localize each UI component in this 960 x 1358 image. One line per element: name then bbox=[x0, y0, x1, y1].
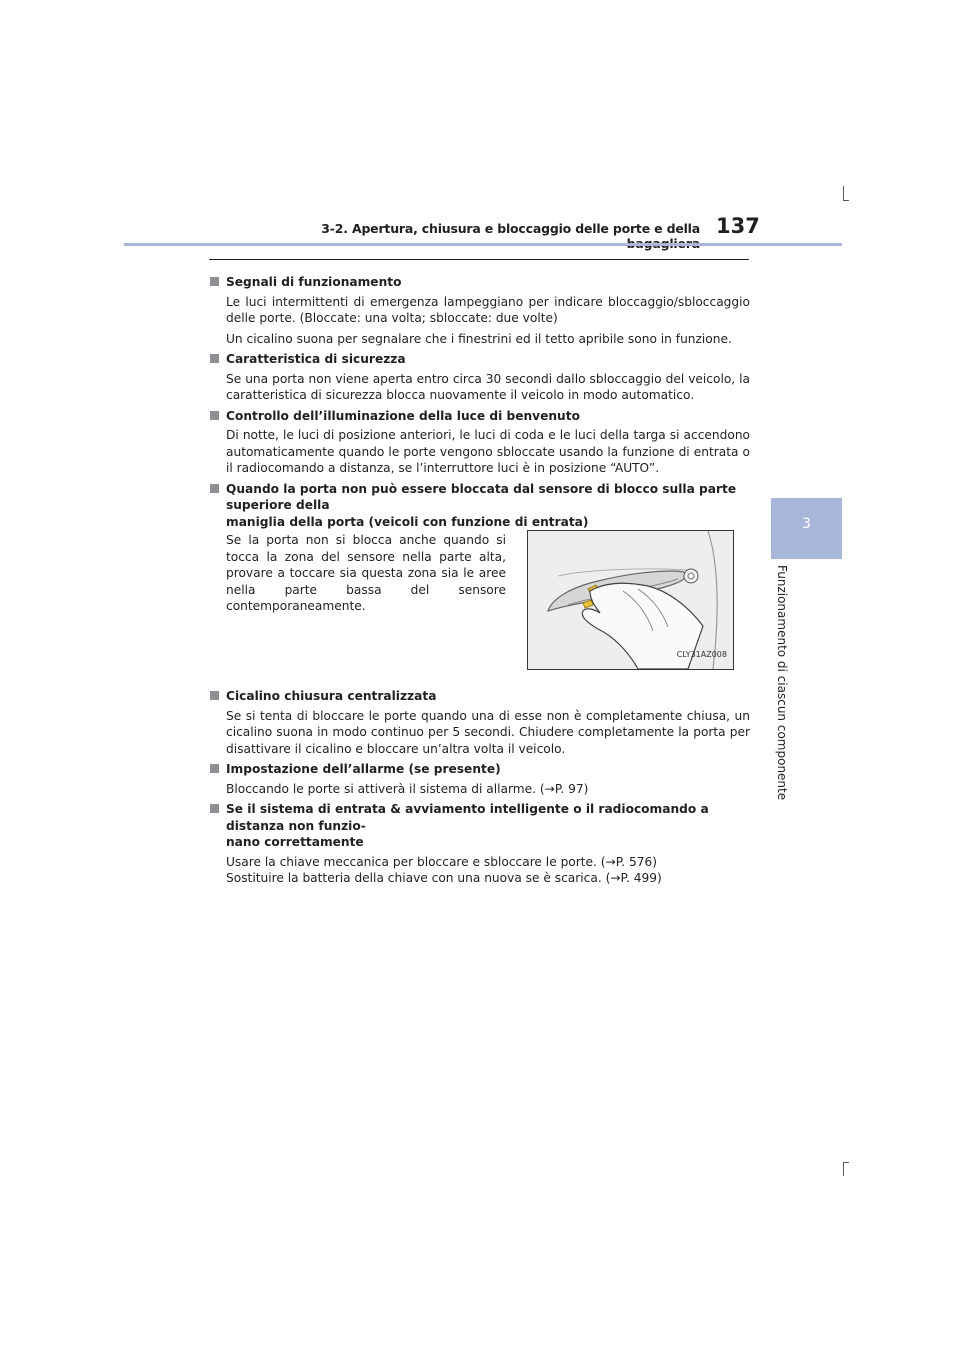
figure-row bbox=[210, 530, 750, 684]
section-heading-text: Controllo dell’illuminazione della luce di benvenuto bbox=[226, 408, 580, 423]
paragraph: Se si tenta di bloccare le porte quando una di esse non è completamente chiusa, un cicalino suona in modo continuo per 5 secondi. Chiudere completamente la porta per disattivare il cicalino e bloccare un’altra volta il veicolo. bbox=[226, 708, 750, 756]
paragraph: Un cicalino suona per segnalare che i finestrini ed il tetto apribile sono in funzione. bbox=[226, 331, 732, 346]
crop-mark-bottom-tick bbox=[843, 1162, 849, 1163]
crop-mark-top-tick bbox=[843, 200, 849, 201]
paragraph: Bloccando le porte si attiverà il sistema di allarme. (→P. 97) bbox=[226, 781, 589, 796]
paragraph: Usare la chiave meccanica per bloccare e sbloccare le porte. (→P. 576) bbox=[226, 854, 657, 869]
square-bullet-icon bbox=[210, 764, 219, 773]
section-body bbox=[210, 371, 750, 404]
chapter-header-title: 3-2. Apertura, chiusura e bloccaggio delle porte e della bbox=[321, 221, 700, 236]
square-bullet-icon bbox=[210, 484, 219, 493]
section-body bbox=[210, 427, 750, 477]
square-bullet-icon bbox=[210, 804, 219, 813]
section-body bbox=[210, 294, 750, 348]
section-heading bbox=[210, 351, 750, 368]
section-heading-text: Se il sistema di entrata & avviamento intelligente o il radiocomando a distanza non funzio- bbox=[226, 802, 709, 833]
paragraph: Se una porta non viene aperta entro circa 30 secondi dallo sbloccaggio del veicolo, la caratteristica di sicurezza blocca nuovamente il veicolo in modo automatico. bbox=[226, 371, 750, 402]
door-handle-illustration bbox=[527, 530, 734, 670]
section-heading-text: Cicalino chiusura centralizzata bbox=[226, 689, 437, 703]
crop-mark-top bbox=[843, 186, 844, 200]
paragraph: Di notte, le luci di posizione anteriori, le luci di coda e le luci della targa si accendono automaticamente quando le porte vengono sbloccate usando la funzione di entrata o il radiocomando a distanza, se l’interruttore luci è in posizione “AUTO”. bbox=[226, 428, 750, 475]
square-bullet-icon bbox=[210, 411, 219, 420]
square-bullet-icon bbox=[210, 354, 219, 363]
page-number: 137 bbox=[716, 214, 760, 238]
section-heading-text: Impostazione dell’allarme (se presente) bbox=[226, 762, 501, 776]
paragraph: Le luci intermittenti di emergenza lampeggiano per indicare bloccaggio/sbloccaggio delle porte. (Bloccate: una volta; sbloccate: due volte) bbox=[226, 294, 750, 325]
section-heading-text: Segnali di funzionamento bbox=[226, 275, 402, 289]
crop-mark-bottom bbox=[843, 1162, 844, 1176]
section-heading bbox=[210, 274, 750, 291]
paragraph: Se la porta non si blocca anche quando si tocca la zona del sensore nella parte alta, provare a toccare sia questa zona sia le aree nella parte bassa del sensore contemporaneamente. bbox=[226, 533, 506, 613]
paragraph: Sostituire la batteria della chiave con una nuova se è scarica. (→P. 499) bbox=[226, 871, 662, 885]
section-heading bbox=[210, 481, 750, 531]
content-area bbox=[210, 270, 750, 891]
chapter-side-label bbox=[775, 565, 802, 801]
section-heading bbox=[210, 688, 750, 705]
chapter-tab bbox=[771, 498, 842, 559]
section-heading-text: Caratteristica di sicurezza bbox=[226, 352, 406, 366]
section-heading bbox=[210, 801, 750, 851]
square-bullet-icon bbox=[210, 277, 219, 286]
section-body bbox=[210, 708, 750, 758]
content-top-rule bbox=[209, 259, 749, 260]
section-heading bbox=[210, 761, 750, 778]
figure-code: CLY31AZ008 bbox=[676, 649, 727, 659]
chapter-tab-number: 3 bbox=[802, 516, 811, 532]
section-heading bbox=[210, 408, 750, 425]
chapter-side-label-text: Funzionamento di ciascun componente bbox=[775, 565, 789, 801]
section-heading-text: Quando la porta non può essere bloccata dal sensore di blocco sulla parte superiore della bbox=[226, 481, 737, 512]
section-body bbox=[210, 781, 750, 798]
header-rule bbox=[124, 243, 842, 246]
square-bullet-icon bbox=[210, 691, 219, 700]
section-heading-text-line2: maniglia della porta (veicoli con funzione di entrata) bbox=[226, 514, 589, 529]
section-heading-text-line2: nano correttamente bbox=[226, 835, 364, 849]
section-body bbox=[210, 854, 750, 887]
